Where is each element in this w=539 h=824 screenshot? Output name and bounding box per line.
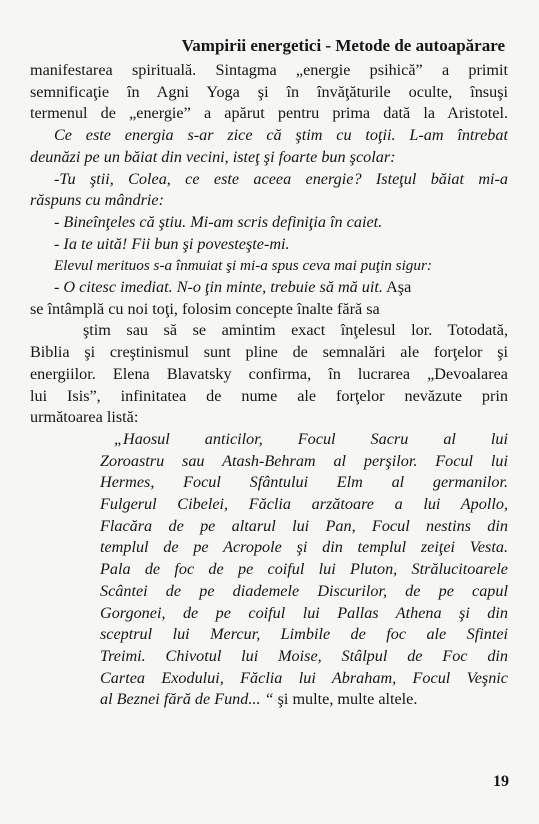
quote-line: Zoroastru sau Atash-Behram al perşilor. Focul lui xyxy=(100,451,508,470)
quote-line: Fulgerul Cibelei, Făclia arzătoare a lui Apollo, xyxy=(100,495,508,514)
text-line: - Ia te uită! Fii bun şi povesteşte-mi. xyxy=(54,234,290,253)
text-line: Ce este energia s-ar zice că ştim cu toţii. L-am întrebat xyxy=(54,126,508,145)
quote-line: Treimi. Chivotul lui Moise, Stâlpul de Foc din xyxy=(100,646,508,665)
text-line: Elevul merituos s-a înmuiat şi mi-a spus ceva mai puţin sigur: xyxy=(54,257,432,275)
text-line: următoarea listă: xyxy=(30,408,139,427)
text-fragment: Aşa xyxy=(386,278,412,297)
quote-line: templul de pe Acropole şi din templul zeiţei Vesta. xyxy=(100,538,508,557)
text-line: ştim sau să se amintim exact înţelesul lor. Totodată, xyxy=(83,321,508,340)
text-line: manifestarea spirituală. Sintagma „energie psihică” a primit xyxy=(30,61,508,79)
quote-line: „Haosul anticilor, Focul Sacru al lui xyxy=(114,429,508,448)
quote-line: Cartea Exodului, Făclia lui Abraham, Focul Veşnic xyxy=(100,668,508,687)
body-text xyxy=(30,60,508,711)
text-line: Biblia şi creştinismul sunt pline de semnalări ale forţelor şi xyxy=(30,343,508,362)
running-header: Vampirii energetici - Metode de autoapărare xyxy=(181,36,505,55)
quote-line xyxy=(100,689,508,711)
text-fragment: şi multe, multe altele. xyxy=(277,690,418,709)
text-fragment: - O citesc imediat. N-o ţin minte, trebuie să mă uit. xyxy=(54,278,383,297)
quote-line: sceptrul lui Mercur, Limbile de foc ale Sfintei xyxy=(100,625,508,644)
text-line: se întâmplă cu noi toţi, folosim concepte înalte fără sa xyxy=(30,299,380,318)
text-line: răspuns cu mândrie: xyxy=(30,191,164,210)
text-line: lui Isis”, infinitatea de nume ale forţelor nevăzute prin xyxy=(30,386,508,405)
quote-fragment: al Beznei fără de Fund... “ xyxy=(100,690,274,709)
text-line: energiilor. Elena Blavatsky confirma, în lucrarea „Devoalarea xyxy=(30,364,508,383)
text-line: - Bineînţeles că ştiu. Mi-am scris definiţia în caiet. xyxy=(54,212,383,231)
quote-line: Scântei de pe diademele Discurilor, de pe capul xyxy=(100,581,508,600)
text-line xyxy=(30,277,508,299)
text-line: -Tu ştii, Colea, ce este aceea energie? Isteţul băiat mi-a xyxy=(54,169,508,188)
page-number: 19 xyxy=(493,773,509,790)
text-line: semnificaţie în Agni Yoga şi în învăţăturile oculte, însuşi xyxy=(30,82,508,101)
quote-line: Flacăra de pe altarul lui Pan, Focul nestins din xyxy=(100,516,508,535)
text-line: termenul de „energie” a apărut pentru prima dată la Aristotel. xyxy=(30,104,508,123)
quote-block xyxy=(30,429,508,711)
text-line: deunăzi pe un băiat din vecini, isteţ şi foarte bun şcolar: xyxy=(30,147,396,166)
quote-line: Gorgonei, de pe coiful lui Pallas Athena şi din xyxy=(100,603,508,622)
quote-line: Pala de foc de pe coiful lui Pluton, Strălucitoarele xyxy=(100,560,508,579)
quote-line: Hermes, Focul Sfântului Elm al germanilor. xyxy=(100,473,508,492)
